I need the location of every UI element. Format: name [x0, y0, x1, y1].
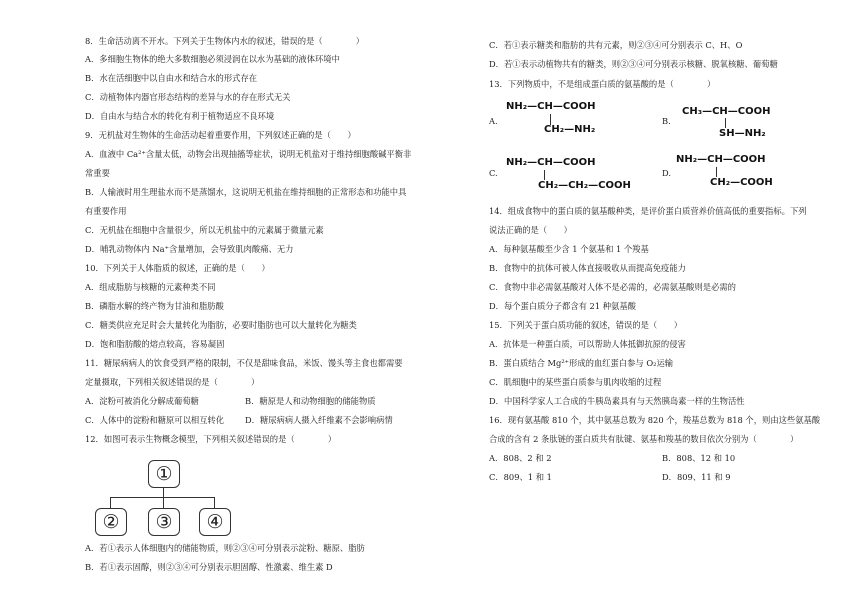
diagram-connector: [163, 497, 164, 508]
q14-option-d: D．每个蛋白质分子都含有 21 种氨基酸: [489, 301, 636, 311]
q16-stem-cont: 合成的含有 2 条肽链的蛋白质共有肽键、氨基和羧基的数目依次分别为（ ）: [489, 434, 799, 444]
diagram-node-3: ③: [148, 508, 180, 536]
q14-option-b: B．食物中的抗体可被人体直接吸收从而提高免疫能力: [489, 263, 686, 273]
q9-option-a-cont: 常重要: [85, 168, 110, 178]
q8-option-c: C．动植物体内器官形态结构的差异与水的存在形式无关: [85, 92, 291, 102]
diagram-connector: [214, 497, 215, 508]
q10-option-c: C．糖类供应充足时会大量转化为脂肪，必要时脂肪也可以大量转化为糖类: [85, 320, 357, 330]
q8-option-d: D．自由水与结合水的转化有利于植物适应不良环境: [85, 111, 275, 121]
diagram-node-4: ④: [199, 508, 231, 536]
q11-option-c: C．人体中的淀粉和糖原可以相互转化: [85, 415, 225, 425]
diagram-node-2: ②: [95, 508, 127, 536]
q12-option-c: C．若①表示糖类和脂肪的共有元素，则②③④可分别表示 C、H、O: [489, 40, 743, 50]
q15-stem: 15．下列关于蛋白质功能的叙述，错误的是（ ）: [489, 320, 683, 330]
q16-stem: 16．现有氨基酸 810 个，其中氨基总数为 820 个，羧基总数为 818 个，则由这些氨基酸: [489, 415, 821, 425]
q10-option-a: A．组成脂肪与核糖的元素种类不同: [85, 282, 216, 292]
q10-option-d: D．饱和脂肪酸的熔点较高，容易凝固: [85, 339, 225, 349]
q8-option-b: B．水在活细胞中以自由水和结合水的形式存在: [85, 73, 258, 83]
q15-option-d: D．中国科学家人工合成的牛胰岛素具有与天然胰岛素一样的生物活性: [489, 396, 745, 406]
q13-a-top: NH₂—CH—COOH: [506, 101, 596, 112]
q13-d-top: NH₂—CH—COOH: [676, 154, 766, 165]
q13-c-bottom: CH₂—CH₂—COOH: [538, 180, 631, 191]
q16-option-c: C．809、1 和 1: [489, 472, 552, 482]
q12-option-d: D．若①表示动植物共有的糖类，则②③④可分别表示核糖、脱氧核糖、葡萄糖: [489, 59, 778, 69]
q13-d-bottom: CH₂—COOH: [710, 177, 773, 188]
q12-stem: 12．如图可表示生物概念模型，下列相关叙述错误的是（ ）: [85, 434, 337, 444]
q10-option-b: B．磷脂水解的终产物为甘油和脂肪酸: [85, 301, 224, 311]
q13-b-bottom: SH—NH₂: [719, 128, 766, 139]
q8-option-a: A．多细胞生物体的绝大多数细胞必须浸润在以水为基础的液体环境中: [85, 54, 340, 64]
q13-b-top: CH₃—CH—COOH: [682, 106, 771, 117]
q16-option-d: D．809、11 和 9: [662, 472, 731, 482]
q13-stem: 13．下列物质中，不是组成蛋白质的氨基酸的是（ ）: [489, 79, 716, 89]
q13-label-b: B.: [662, 116, 671, 126]
diagram-connector: [110, 497, 214, 498]
q10-stem: 10．下列关于人体脂质的叙述，正确的是（ ）: [85, 263, 270, 273]
q13-label-c: C.: [489, 168, 498, 178]
q11-option-b: B．糖原是人和动物细胞的储能物质: [245, 396, 376, 406]
q9-option-b-cont: 有重要作用: [85, 206, 127, 216]
q16-option-b: B．808、12 和 10: [662, 453, 736, 463]
q11-stem: 11．糖尿病病人的饮食受到严格的限制，不仅是甜味食品，米饭、馒头等主食也都需要: [85, 358, 403, 368]
q12-option-a: A．若①表示人体细胞内的储能物质，则②③④可分别表示淀粉、糖原、脂肪: [85, 543, 365, 553]
q9-option-b: B．人输液时用生理盐水而不是蒸馏水，这说明无机盐在维持细胞的正常形态和功能中具: [85, 187, 407, 197]
q14-option-c: C．食物中非必需氨基酸对人体不是必需的，必需氨基酸则是必需的: [489, 282, 736, 292]
q11-stem-cont: 定量摄取，下列相关叙述错误的是（ ）: [85, 377, 260, 387]
q13-c-top: NH₂—CH—COOH: [506, 157, 596, 168]
q9-option-c: C．无机盐在细胞中含量很少，所以无机盐中的元素属于微量元素: [85, 225, 324, 235]
q11-option-a: A．淀粉可被消化分解成葡萄糖: [85, 396, 199, 406]
bond-line: [725, 118, 726, 128]
q9-stem: 9．无机盐对生物体的生命活动起着重要作用，下列叙述正确的是（ ）: [85, 130, 356, 140]
bond-line: [544, 170, 545, 180]
bond-line: [716, 167, 717, 177]
diagram-node-1: ①: [148, 460, 180, 488]
q9-option-d: D．哺乳动物体内 Na⁺含量增加，会导致肌肉酸痛、无力: [85, 244, 294, 254]
q14-stem-cont: 说法正确的是（ ）: [489, 225, 572, 235]
diagram-connector: [110, 497, 111, 508]
q11-option-d: D．糖尿病病人摄入纤维素不会影响病情: [245, 415, 393, 425]
q9-option-a: A．血液中 Ca²⁺含量太低，动物会出现抽搐等症状，说明无机盐对于维持细胞酸碱平衡非: [85, 149, 412, 159]
diagram-connector: [163, 487, 164, 497]
q8-stem: 8．生命活动离不开水。下列关于生物体内水的叙述，错误的是（ ）: [85, 36, 365, 46]
q15-option-a: A．抗体是一种蛋白质，可以帮助人体抵御抗原的侵害: [489, 339, 686, 349]
q14-option-a: A．每种氨基酸至少含 1 个氨基和 1 个羧基: [489, 244, 649, 254]
q16-option-a: A．808、2 和 2: [489, 453, 552, 463]
q15-option-b: B．蛋白质结合 Mg²⁺形成的血红蛋白参与 O₂运输: [489, 358, 674, 368]
q12-option-b: B．若①表示固醇，则②③④可分别表示胆固醇、性激素、维生素 D: [85, 562, 333, 572]
q13-label-d: D.: [662, 168, 671, 178]
q13-a-bottom: CH₂—NH₂: [544, 124, 596, 135]
q13-label-a: A.: [489, 116, 498, 126]
q15-option-c: C．肌细胞中的某些蛋白质参与肌肉收缩的过程: [489, 377, 662, 387]
q14-stem: 14．组成食物中的蛋白质的氨基酸种类，是评价蛋白质营养价值高低的重要指标。下列: [489, 206, 807, 216]
